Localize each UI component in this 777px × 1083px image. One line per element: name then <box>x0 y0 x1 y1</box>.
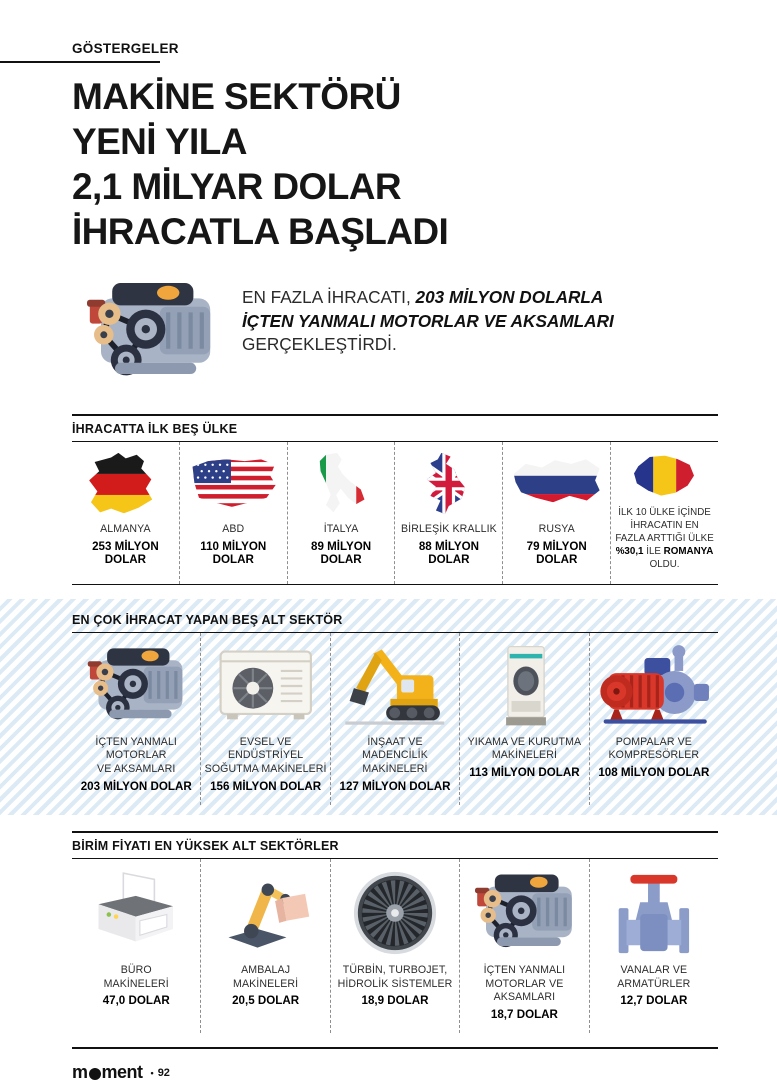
item-name: BİRLEŞİK KRALLIK <box>400 523 497 535</box>
sector-pompalar-kompresorler <box>590 633 718 805</box>
sector-sogutma-makineleri <box>201 633 330 805</box>
uk-map-icon <box>398 452 499 516</box>
title-line-1: MAKİNE SEKTÖRÜ <box>72 76 401 117</box>
countries-row <box>72 442 718 585</box>
romania-map-icon <box>614 452 715 502</box>
country-birlesik-krallik <box>395 442 503 584</box>
unit-ambalaj-makineleri <box>201 859 330 1033</box>
item-value: 113 MİLYON DOLAR <box>469 766 580 780</box>
section-highest-unit-price <box>72 831 718 1033</box>
section-title-unit-price: BİRİM FİYATI EN YÜKSEK ALT SEKTÖRLER <box>72 831 718 859</box>
kicker-rule <box>0 38 179 63</box>
striped-band <box>0 599 777 815</box>
valve-icon <box>593 869 715 957</box>
russia-map-icon <box>506 452 607 516</box>
note-romanya <box>611 442 718 584</box>
robot-arm-icon <box>204 869 326 957</box>
item-value: 108 MİLYON DOLAR <box>598 766 710 780</box>
item-name: ALMANYA <box>100 523 151 535</box>
item-name: İNŞAAT VE MADENCİLİK MAKİNELERİ <box>362 735 428 776</box>
item-name: YIKAMA VE KURUTMA MAKİNELERİ <box>467 735 582 762</box>
italy-map-icon <box>291 452 392 516</box>
sector-yikama-kurutma <box>460 633 589 805</box>
title-line-2: YENİ YILA <box>72 121 247 162</box>
section-top-countries <box>72 414 718 585</box>
item-value: 88 MİLYON DOLAR <box>418 539 479 566</box>
item-value: 18,7 DOLAR <box>490 1008 558 1022</box>
engine-icon <box>72 276 228 388</box>
country-almanya <box>72 442 180 584</box>
section-top-subsectors <box>72 607 718 805</box>
item-name: RUSYA <box>538 523 575 535</box>
logo-dot-icon <box>89 1068 101 1080</box>
engine-icon <box>463 869 585 957</box>
item-name: VANALAR VE ARMATÜRLER <box>617 963 691 990</box>
item-value: 156 MİLYON DOLAR <box>210 779 322 793</box>
item-value: 127 MİLYON DOLAR <box>339 779 451 793</box>
washing-machine-icon <box>463 643 585 729</box>
turbine-icon <box>334 869 456 957</box>
excavator-icon <box>334 643 456 729</box>
item-name: İTALYA <box>323 523 359 535</box>
intro-block <box>72 276 718 392</box>
unit-icten-yanmali <box>460 859 589 1033</box>
unit-buro-makineleri <box>72 859 201 1033</box>
printer-icon <box>75 869 197 957</box>
item-name: AMBALAJ MAKİNELERİ <box>233 963 299 990</box>
page-title <box>72 74 718 254</box>
unit-price-row <box>72 859 718 1033</box>
section-title-subsectors: EN ÇOK İHRACAT YAPAN BEŞ ALT SEKTÖR <box>72 607 718 633</box>
germany-map-icon <box>75 452 176 516</box>
romania-note-text: İLK 10 ÜLKE İÇİNDE İHRACATIN EN FAZLA ARTTIĞI ÜLKE %30,1 İLE ROMANYA OLDU. <box>615 507 714 570</box>
kicker: GÖSTERGELER <box>72 41 179 56</box>
item-value: 12,7 DOLAR <box>620 994 688 1008</box>
intro-text-post: GERÇEKLEŞTİRDİ. <box>242 334 397 355</box>
logo-prefix: m <box>72 1062 88 1083</box>
bullet-icon: • <box>150 1067 154 1078</box>
engine-icon <box>75 643 197 729</box>
country-abd <box>180 442 288 584</box>
title-line-3: 2,1 MİLYAR DOLAR <box>72 166 401 207</box>
item-name: ABD <box>222 523 245 535</box>
sector-icten-yanmali-motorlar <box>72 633 201 805</box>
intro-text-pre: EN FAZLA İHRACATI, <box>242 287 416 307</box>
sector-insaat-madencilik <box>331 633 460 805</box>
item-name: TÜRBİN, TURBOJET, HİDROLİK SİSTEMLER <box>337 963 453 990</box>
country-italya <box>288 442 396 584</box>
item-value: 18,9 DOLAR <box>361 994 429 1008</box>
usa-map-icon <box>183 452 284 516</box>
item-value: 89 MİLYON DOLAR <box>311 539 372 566</box>
page-number-value: 92 <box>157 1066 170 1079</box>
country-rusya <box>503 442 611 584</box>
pump-icon <box>593 643 715 729</box>
item-name: İÇTEN YANMALI MOTORLAR VE AKSAMLARI <box>95 735 177 776</box>
title-line-4: İHRACATLA BAŞLADI <box>72 211 449 252</box>
item-value: 20,5 DOLAR <box>232 994 300 1008</box>
content-bottom <box>0 815 777 1083</box>
item-name: POMPALAR VE KOMPRESÖRLER <box>608 735 700 762</box>
cooling-unit-icon <box>204 643 326 729</box>
unit-turbin-turbojet <box>331 859 460 1033</box>
unit-vanalar-armaturler <box>590 859 718 1033</box>
subsectors-row <box>72 633 718 805</box>
item-name: BÜRO MAKİNELERİ <box>103 963 169 990</box>
item-value: 47,0 DOLAR <box>102 994 170 1008</box>
item-value: 253 MİLYON DOLAR <box>92 539 159 566</box>
item-value: 110 MİLYON DOLAR <box>200 539 267 566</box>
item-value: 79 MİLYON DOLAR <box>526 539 587 566</box>
footer <box>72 1047 718 1083</box>
page-number <box>151 1067 170 1079</box>
item-value: 203 MİLYON DOLAR <box>80 779 192 793</box>
intro-text <box>242 286 642 357</box>
intro-text-bold: 203 MİLYON DOLARLA İÇTEN YANMALI MOTORLAR VE AKSAMLARI <box>242 287 614 331</box>
section-title-countries: İHRACATTA İLK BEŞ ÜLKE <box>72 414 718 442</box>
moment-logo <box>72 1062 143 1083</box>
item-name: İÇTEN YANMALI MOTORLAR VE AKSAMLARI <box>483 963 566 1004</box>
logo-suffix: ment <box>101 1062 143 1083</box>
item-name: EVSEL VE ENDÜSTRİYEL SOĞUTMA MAKİNELERİ <box>204 735 327 776</box>
